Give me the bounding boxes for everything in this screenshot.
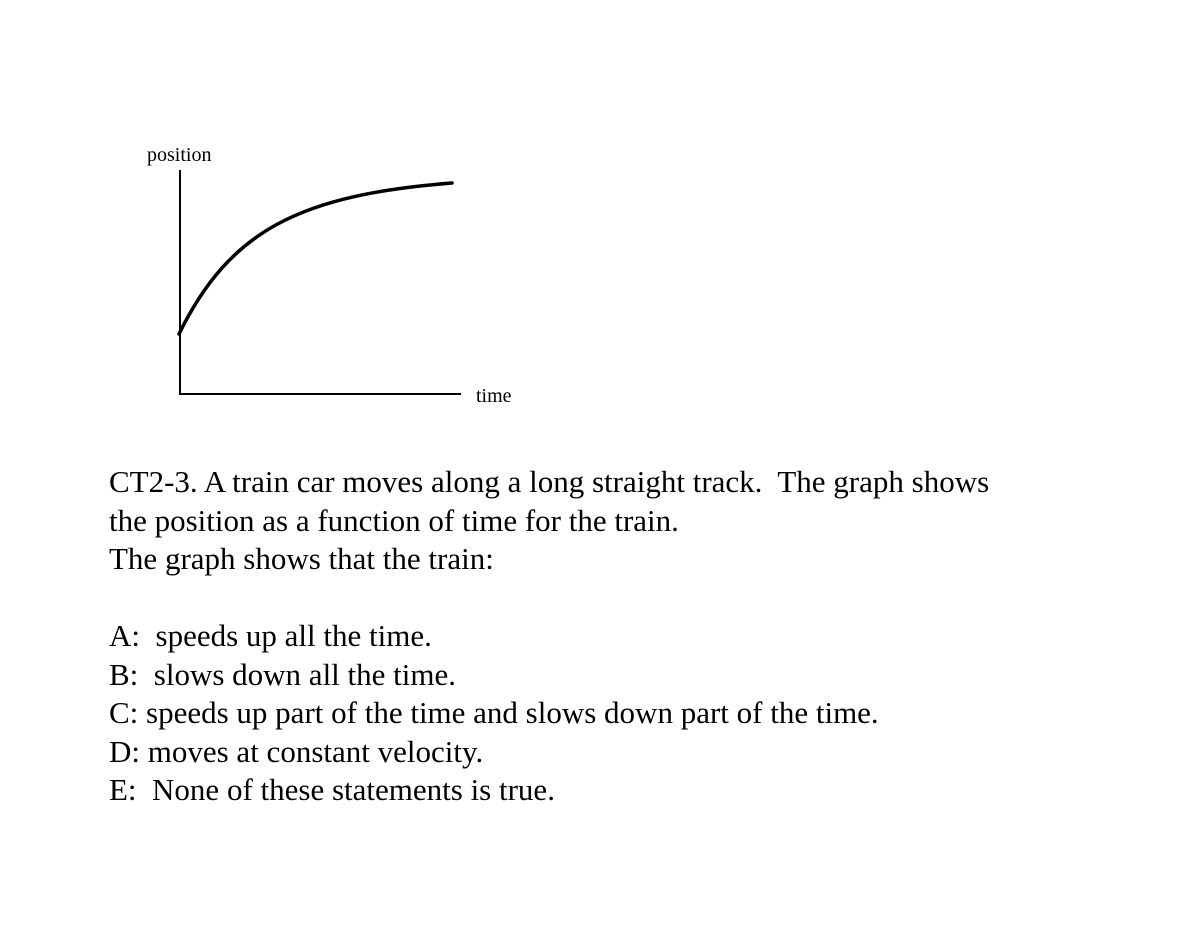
option-a: A: speeds up all the time. bbox=[109, 618, 432, 653]
option-b: B: slows down all the time. bbox=[109, 656, 457, 692]
option-e: E: None of these statements is true. bbox=[109, 772, 555, 807]
question-stem-line-1: CT2-3. A train car moves along a long straight track. The graph shows bbox=[109, 464, 990, 499]
option-d: D: moves at constant velocity. bbox=[109, 733, 484, 769]
question-stem-line-2: the position as a function of time for the train. bbox=[109, 502, 679, 538]
position-curve bbox=[179, 183, 452, 334]
position-time-graph bbox=[0, 0, 600, 440]
question-prompt: The graph shows that the train: bbox=[109, 541, 494, 576]
spacer bbox=[109, 579, 1109, 618]
option-c: C: speeds up part of the time and slows down part of the time. bbox=[109, 695, 879, 730]
x-axis-label: time bbox=[476, 385, 512, 407]
question-block bbox=[109, 463, 1109, 810]
y-axis-label: position bbox=[147, 144, 212, 166]
